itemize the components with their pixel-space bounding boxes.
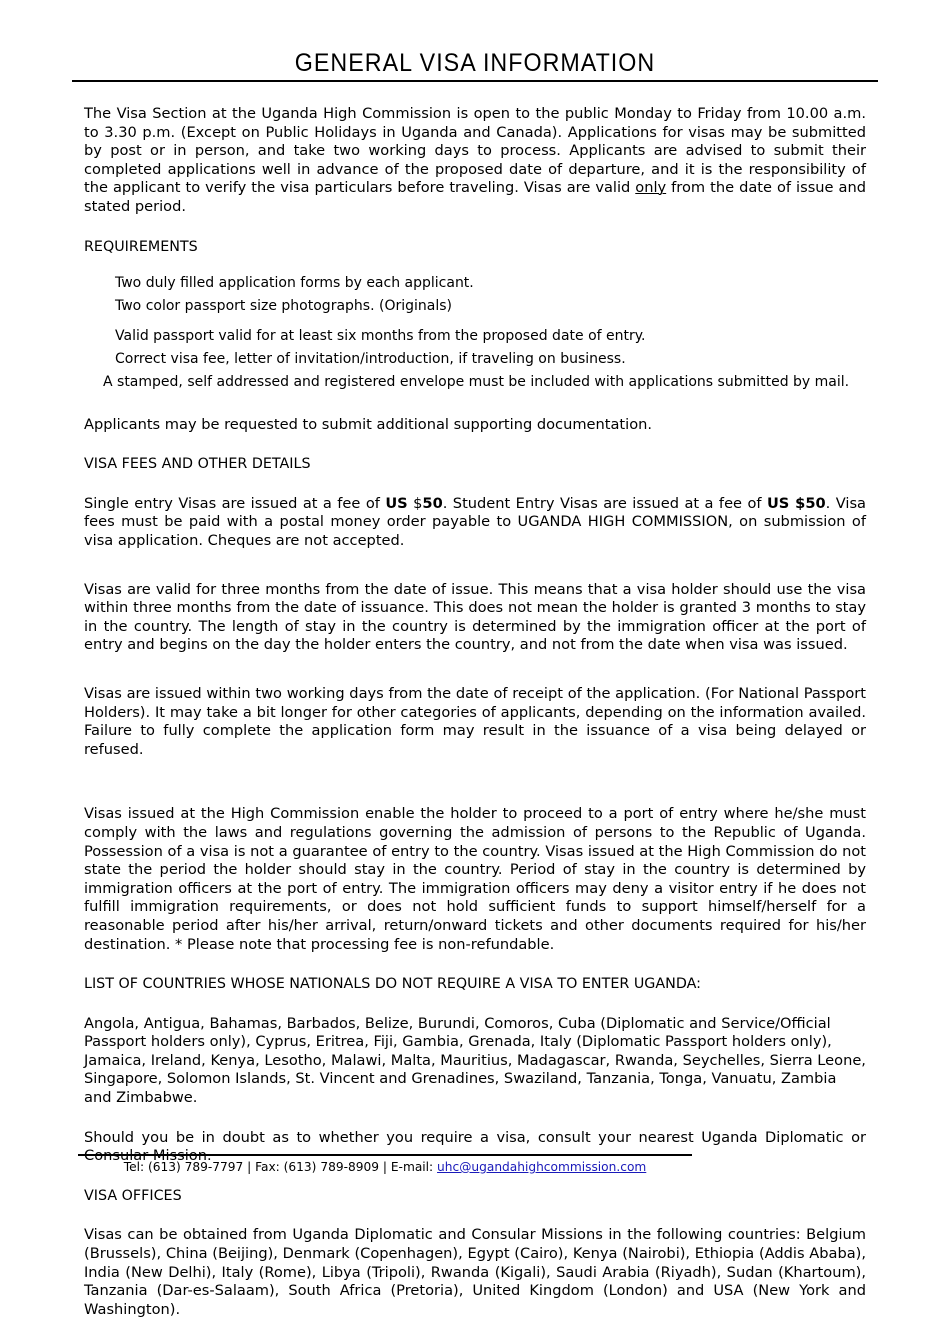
list-item: Correct visa fee, letter of invitation/introduction, if traveling on business. <box>115 351 626 368</box>
spacer <box>84 474 866 495</box>
list-item: Two color passport size photographs. (Originals) <box>115 298 452 315</box>
footer-contact-text: Tel: (613) 789-7797 | Fax: (613) 789-8909 | E-mail: <box>123 1160 438 1174</box>
footer-divider <box>78 1154 692 1156</box>
visa-free-countries-paragraph: Angola, Antigua, Bahamas, Barbados, Belize, Burundi, Comoros, Cuba (Diplomatic and Service/Official Passport holders only), Cyprus, Eritrea, Fiji, Gambia, Grenada, Italy (Diplomatic Passport holders only), Jamaica, Ireland, Kenya, Lesotho, Malawi, Malta, Mauritius, Madagascar, Rwanda, Seychelles, Sierra Leone, Singapore, Solomon Islands, St. Vincent and Grenadines, Swaziland, Tanzania, Tonga, Vanuatu, Zambia and Zimbabwe. <box>84 1014 866 1107</box>
spacer <box>84 1108 866 1129</box>
list-item: Two duly filled application forms by each applicant. <box>115 275 474 292</box>
requirements-list <box>84 272 866 394</box>
visa-fees-heading: VISA FEES AND OTHER DETAILS <box>84 456 311 473</box>
footer-email-link[interactable]: uhc@ugandahighcommission.com <box>437 1160 647 1174</box>
fees-us-label-1: US <box>385 494 408 512</box>
header-divider <box>72 80 878 82</box>
spacer <box>84 551 866 581</box>
list-item: Valid passport valid for at least six months from the proposed date of entry. <box>115 327 646 344</box>
spacer <box>84 1205 866 1226</box>
fees-amount-1: 50 <box>422 494 443 512</box>
fees-us-amount-2: US $50 <box>766 494 826 512</box>
fees-dollar-sign: $ <box>407 494 423 512</box>
spacer <box>84 954 866 975</box>
fees-text-part3: . Visa fees must be paid with a postal money order payable to UGANDA HIGH COMMISSION, on submission of visa application. Cheques are not accepted. <box>84 494 866 550</box>
visa-offices-heading: VISA OFFICES <box>84 1187 182 1204</box>
list-item: A stamped, self addressed and registered envelope must be included with applications submitted by mail. <box>103 374 850 391</box>
visa-offices-paragraph: Visas can be obtained from Uganda Diplomatic and Consular Missions in the following countries: Belgium (Brussels), China (Beijing), Denmark (Copenhagen), Egypt (Cairo), Kenya (Nairobi), Ethiopia (Addis Ababa), India (New Delhi), Italy (Rome), Libya (Tripoli), Rwanda (Kigali), Saudi Arabia (Riyadh), Sudan (Khartoum), Tanzania (Dar-es-Salaam), South Africa (Pretoria), United Kingdom (London) and USA (New York and Washington). <box>84 1226 866 1318</box>
additional-documentation-paragraph: Applicants may be requested to submit additional supporting documentation. <box>84 415 653 433</box>
spacer <box>84 256 866 272</box>
spacer <box>84 994 866 1015</box>
spacer <box>84 759 866 805</box>
doubt-paragraph: Should you be in doubt as to whether you require a visa, consult your nearest Uganda Diplomatic or Consular Mission. <box>84 1128 866 1165</box>
visa-free-countries-heading: LIST OF COUNTRIES WHOSE NATIONALS DO NOT REQUIRE A VISA TO ENTER UGANDA: <box>84 976 701 993</box>
intro-text-after-only: from the date of issue and stated period. <box>84 179 866 215</box>
intro-paragraph <box>84 105 866 217</box>
processing-time-paragraph: Visas are issued within two working days from the date of receipt of the application. (For National Passport Holders). It may take a bit longer for other categories of applicants, depending on the information availed. Failure to fully complete the application form may result in the issuance of a visa being delayed or refused. <box>84 684 866 758</box>
spacer <box>84 217 866 238</box>
document-body <box>84 105 866 1319</box>
fees-text-part2: . Student Entry Visas are issued at a fee of <box>442 494 767 512</box>
spacer <box>84 655 866 685</box>
page-title: GENERAL VISA INFORMATION <box>294 49 656 77</box>
entry-conditions-paragraph: Visas issued at the High Commission enable the holder to proceed to a port of entry where he/she must comply with the laws and regulations governing the admission of persons to the Republic of Uganda. Possession of a visa is not a guarantee of entry to the country. Visas issued at the High Commission do not state the period the holder should stay in the country. Period of stay in the country is determined by immigration officers at the port of entry. The immigration officers may deny a visitor entry if he does not fulfill immigration requirements, or does not hold sufficient funds to support himself/herself for a reasonable period after his/her arrival, return/onward tickets and other documents required for his/her destination. * Please note that processing fee is non-refundable. <box>84 805 866 953</box>
intro-text-before-only: The Visa Section at the Uganda High Commission is open to the public Monday to Friday from 10.00 a.m. to 3.30 p.m. (Except on Public Holidays in Uganda and Canada). Applications for visas may be submitted by post or in person, and take two working days to process. Applicants are advised to submit their completed applications well in advance of the proposed date of departure, and it is the responsibility of the applicant to verify the visa particulars before traveling. Visas are valid <box>84 105 866 197</box>
requirements-heading: REQUIREMENTS <box>84 238 198 255</box>
document-footer <box>78 1154 692 1175</box>
visa-fees-paragraph <box>84 495 866 551</box>
spacer <box>84 395 866 416</box>
document-header <box>72 48 878 82</box>
intro-only-emphasis: only <box>635 179 667 197</box>
fees-text-part1: Single entry Visas are issued at a fee of <box>84 494 386 512</box>
spacer <box>84 434 866 455</box>
footer-contact-line <box>78 1159 692 1175</box>
validity-paragraph: Visas are valid for three months from the date of issue. This means that a visa holder should use the visa within three months from the date of issuance. This does not mean the holder is granted 3 months to stay in the country. The length of stay in the country is determined by the immigration officer at the port of entry and begins on the day the holder enters the country, and not from the date when visa was issued. <box>84 580 866 654</box>
